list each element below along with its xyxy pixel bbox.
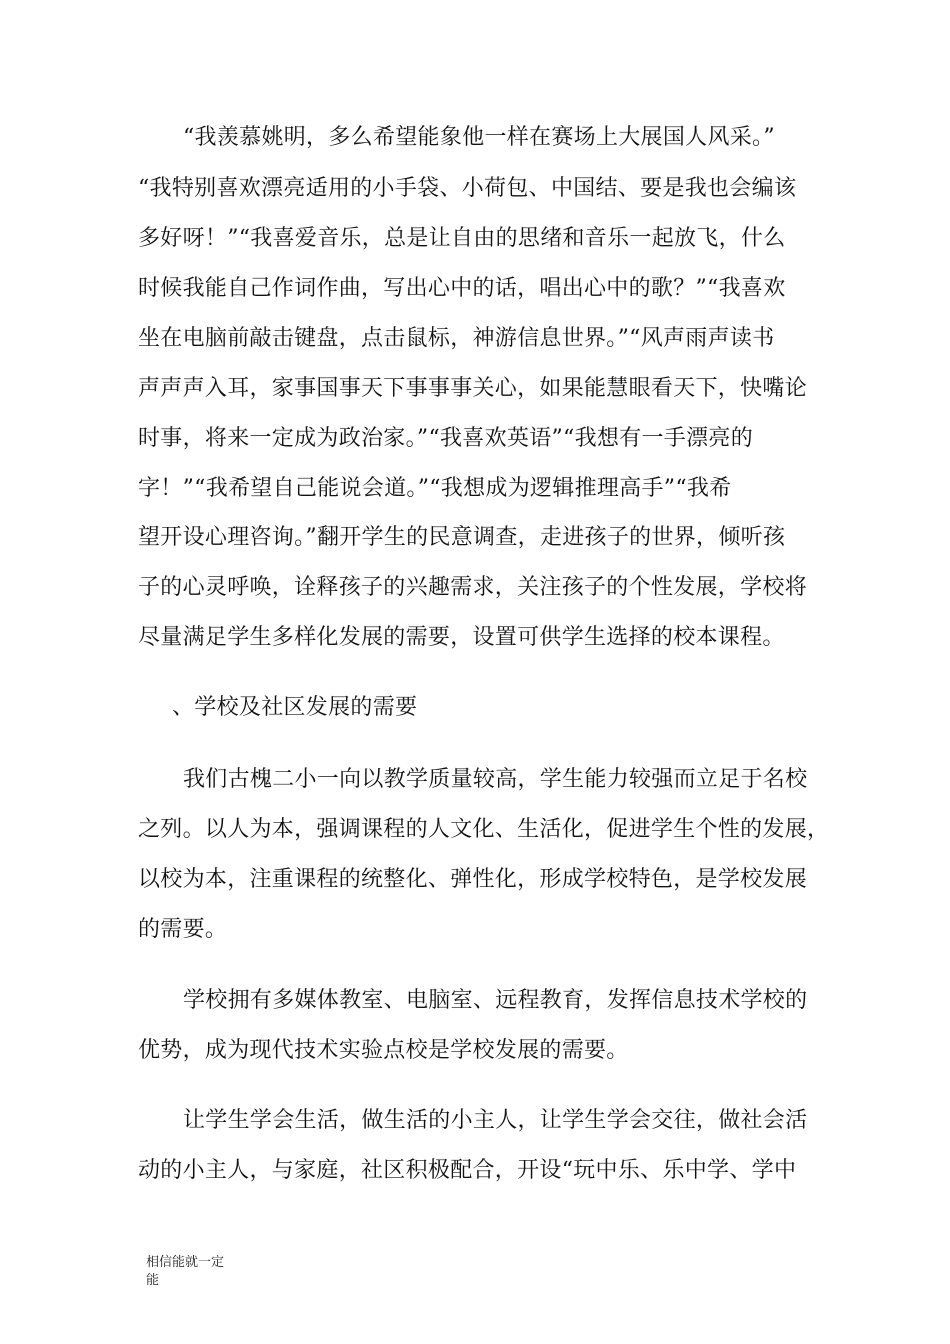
paragraph-1-line-6: 声声声入耳，家事国事天下事事事关心，如果能慧眼看天下，快嘴论 [138, 376, 808, 401]
paragraph-1-line-8: 字！”“我希望自己能说会道。”“我想成为逻辑推理高手”“我希 [138, 476, 732, 501]
paragraph-1-line-5: 坐在电脑前敲击键盘，点击鼠标，神游信息世界。”“风声雨声读书 [138, 326, 775, 351]
section-heading: 、学校及社区发展的需要 [172, 695, 418, 720]
paragraph-2-line-3: 以校为本，注重课程的统整化、弹性化，形成学校特色，是学校发展 [138, 867, 808, 892]
paragraph-1-line-2: “我特别喜欢漂亮适用的小手袋、小荷包、中国结、要是我也会编该 [138, 176, 797, 201]
paragraph-1-line-9: 望开设心理咨询。”翻开学生的民意调查，走进孩子的世界，倾听孩 [138, 525, 786, 550]
paragraph-2-line-1: 我们古槐二小一向以教学质量较高，学生能力较强而立足于名校 [183, 767, 808, 792]
paragraph-3-line-1: 学校拥有多媒体教室、电脑室、远程教育，发挥信息技术学校的 [183, 988, 808, 1013]
paragraph-1-line-4: 时候我能自己作词作曲，写出心中的话，唱出心中的歌？”“我喜欢 [138, 276, 786, 301]
paragraph-1-line-11: 尽量满足学生多样化发展的需要，设置可供学生选择的校本课程。 [138, 625, 785, 650]
paragraph-1-line-7: 时事，将来一定成为政治家。”“我喜欢英语”“我想有一手漂亮的 [138, 426, 753, 451]
paragraph-1-line-1: “我羡慕姚明，多么希望能象他一样在赛场上大展国人风采。” [183, 125, 775, 150]
page-footer [146, 1254, 224, 1290]
paragraph-4-line-1: 让学生学会生活，做生活的小主人，让学生学会交往，做社会活 [183, 1108, 808, 1133]
footer-line-2: 能 [146, 1273, 160, 1288]
footer-line-1: 相信能就一定 [146, 1255, 225, 1270]
paragraph-1-line-10: 子的心灵呼唤，诠释孩子的兴趣需求，关注孩子的个性发展，学校将 [138, 575, 808, 600]
paragraph-3-line-2: 优势，成为现代技术实验点校是学校发展的需要。 [138, 1038, 629, 1063]
paragraph-2-line-2: 之列。以人为本，强调课程的人文化、生活化，促进学生个性的发展， [138, 817, 830, 842]
paragraph-4-line-2: 动的小主人，与家庭，社区积极配合，开设“玩中乐、乐中学、学中 [138, 1158, 797, 1183]
paragraph-1-line-3: 多好呀！”“我喜爱音乐，总是让自由的思绪和音乐一起放飞，什么 [138, 226, 786, 251]
paragraph-2-line-4: 的需要。 [138, 917, 228, 942]
